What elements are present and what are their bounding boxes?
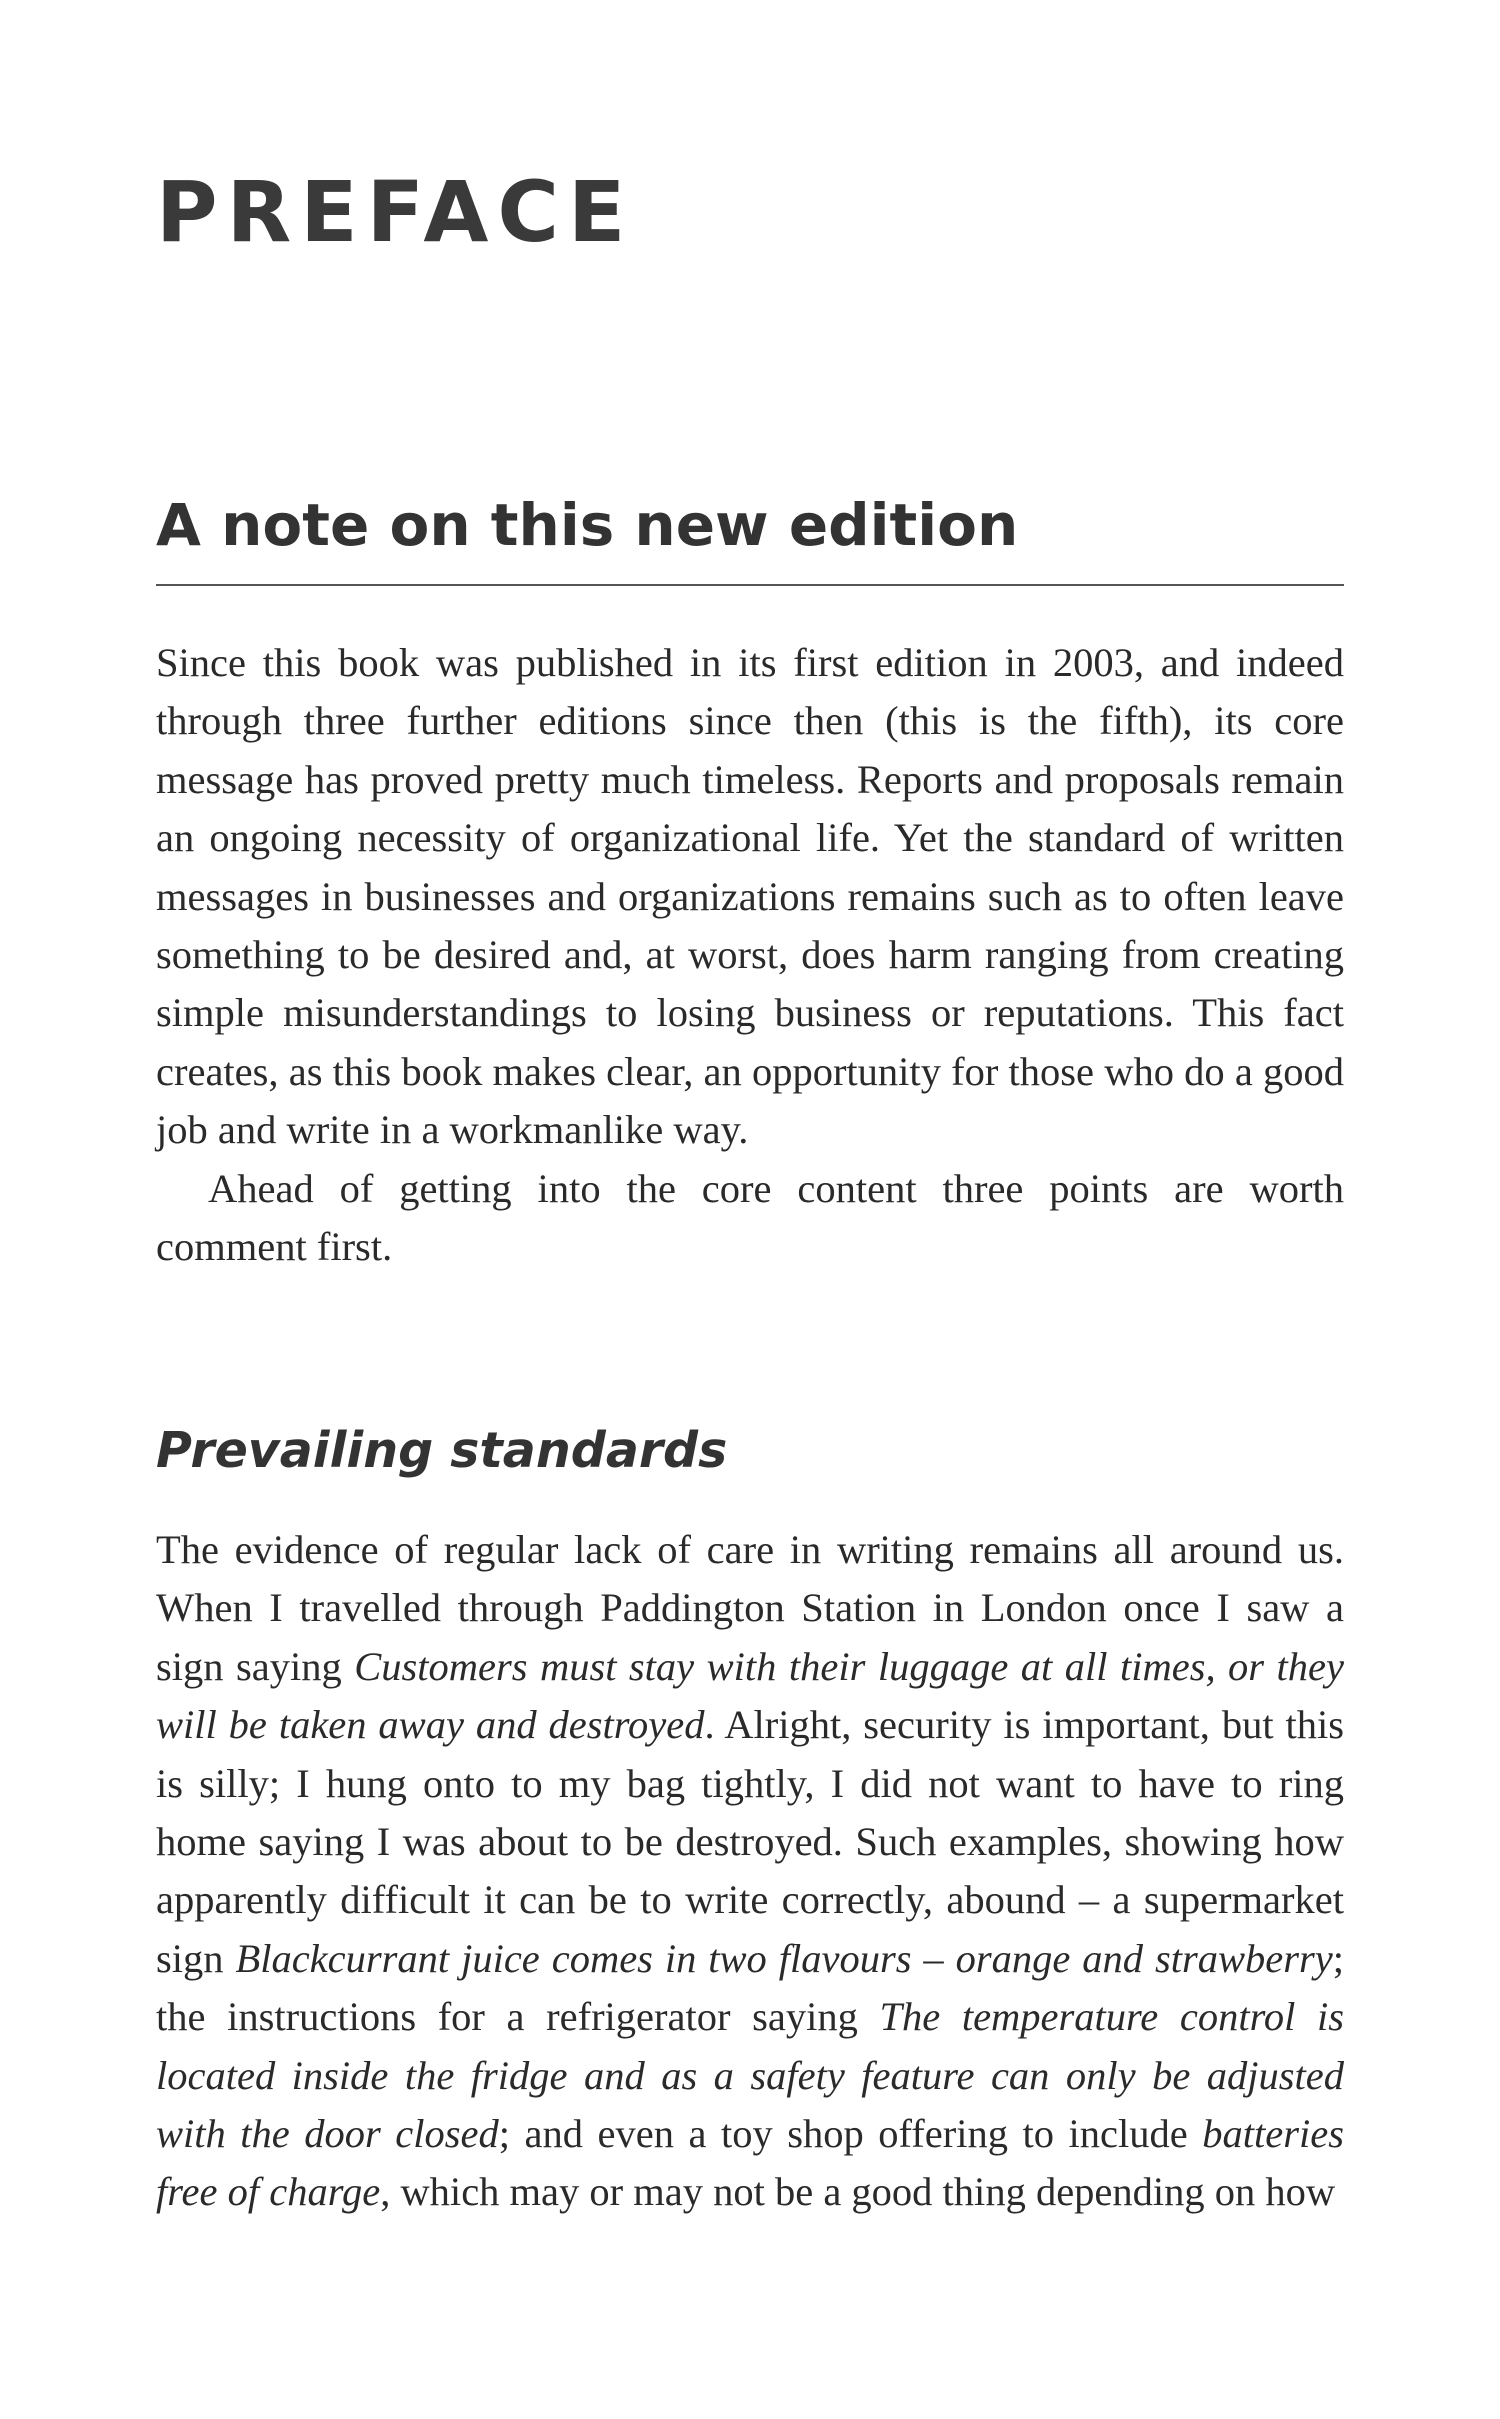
section-divider	[156, 584, 1344, 586]
intro-paragraph: Since this book was published in its first edition in 2003, and indeed through three further editions since then (this is the fifth), its core message has proved pretty much timeless. Reports and proposals remain an ongoing necessity of organizational life. Yet the standard of written messages in businesses and organizations remains such as to often leave something to be desired and, at worst, does harm ranging from creating simple misunderstandings to losing business or reputations. This fact creates, as this book makes clear, an opportunity for those who do a good job and write in a workmanlike way.	[156, 640, 1344, 1153]
text-run: ; the instructions for a refrigerator saying	[156, 1935, 1344, 2040]
text-run: ; and even a toy shop offering to include	[498, 2111, 1203, 2157]
standards-paragraph	[156, 1521, 1344, 2222]
section-heading: A note on this new edition	[156, 491, 1019, 559]
text-run: The evidence of regular lack of care in writing remains all around us. When I travelled through Paddington Station in London once I saw a sign saying	[156, 1527, 1344, 1689]
text-run: . Alright, security is important, but this is silly; I hung onto to my bag tightly, I did not want to have to ring home saying I was about to be destroyed. Such examples, showing how apparently difficult it can be to write correctly, abound – a supermarket sign	[156, 1702, 1345, 1981]
intro-text	[156, 634, 1344, 1276]
quoted-example: batteries free of charge	[156, 2111, 1344, 2215]
intro-paragraph: Ahead of getting into the core content three points are worth comment first.	[156, 1165, 1344, 1270]
quoted-example: Blackcurrant juice comes in two flavours – orange and strawberry	[235, 1935, 1333, 1981]
quoted-example: The temperature control is located inside the fridge and as a safety feature can only be adjusted with the door closed	[156, 1994, 1344, 2157]
quoted-example: Customers must stay with their luggage at all times, or they will be taken away and destroyed	[156, 1643, 1344, 1748]
standards-text	[156, 1521, 1344, 2222]
subsection-heading: Prevailing standards	[156, 1422, 728, 1479]
text-run: , which may or may not be a good thing depending on how	[380, 2169, 1336, 2215]
chapter-title: PREFACE	[156, 163, 635, 261]
